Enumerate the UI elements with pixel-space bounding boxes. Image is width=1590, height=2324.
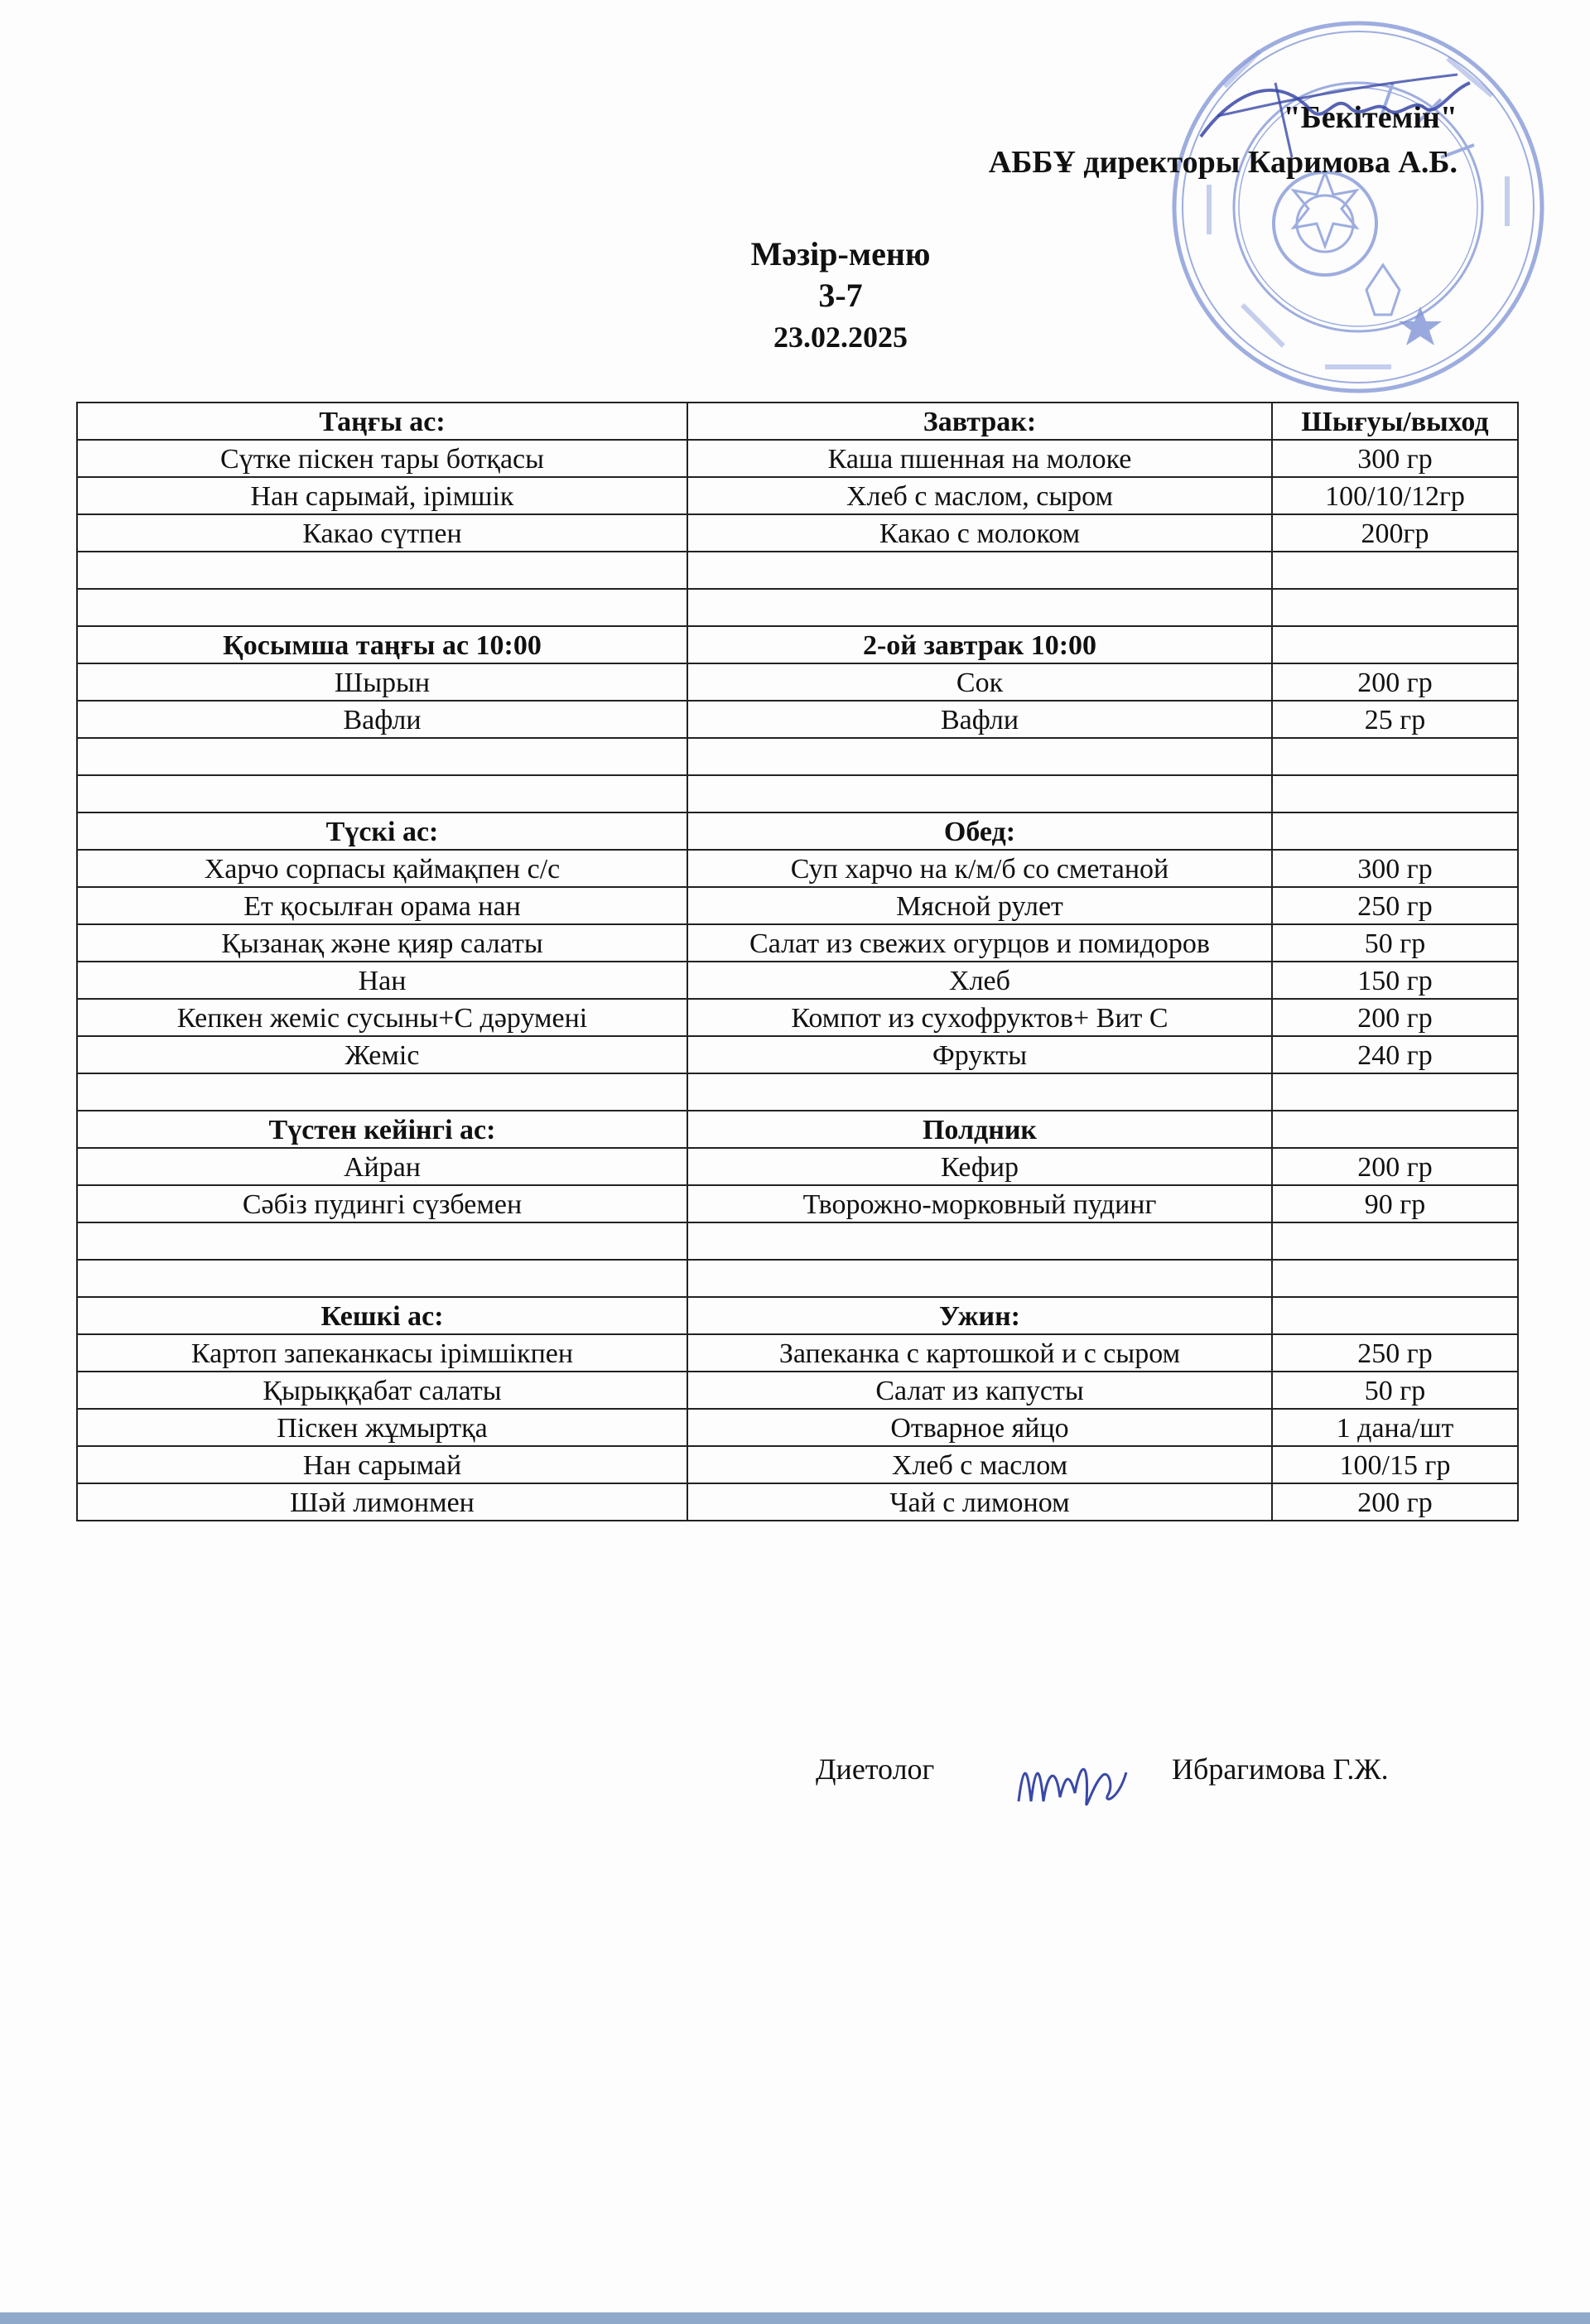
cell-russian: [687, 738, 1272, 775]
cell-portion: 240 гр: [1272, 1036, 1518, 1073]
signature-icon: [1184, 58, 1482, 174]
table-row: [77, 924, 1518, 962]
cell-portion: [1272, 738, 1518, 775]
signature-icon: [1010, 1743, 1135, 1818]
cell-russian: Компот из сухофруктов+ Вит С: [687, 999, 1272, 1036]
cell-portion: [1272, 552, 1518, 589]
table-row: [77, 962, 1518, 999]
table-row: [77, 663, 1518, 701]
cell-russian: [687, 589, 1272, 626]
table-row: [77, 701, 1518, 738]
cell-russian: [687, 1073, 1272, 1111]
cell-russian: Чай с лимоном: [687, 1483, 1272, 1521]
table-row: [77, 552, 1518, 589]
cell-kazakh: Шырын: [77, 663, 687, 701]
cell-portion: [1272, 1297, 1518, 1334]
cell-kazakh: Нан сарымай: [77, 1446, 687, 1483]
menu-table: [76, 402, 1519, 1521]
meal-header-row: [77, 812, 1518, 850]
cell-portion: 150 гр: [1272, 962, 1518, 999]
cell-russian: Какао с молоком: [687, 514, 1272, 552]
cell-russian: Полдник: [687, 1111, 1272, 1148]
cell-russian: Фрукты: [687, 1036, 1272, 1073]
meal-header-row: [77, 403, 1518, 440]
cell-russian: Хлеб с маслом, сыром: [687, 477, 1272, 514]
cell-kazakh: Кепкен жеміс сусыны+С дәрумені: [77, 999, 687, 1036]
table-row: [77, 1260, 1518, 1297]
dietitian-role: Диетолог: [816, 1753, 935, 1786]
table-row: [77, 1185, 1518, 1222]
cell-kazakh: Түстен кейінгі ас:: [77, 1111, 687, 1148]
cell-kazakh: Сүтке піскен тары ботқасы: [77, 440, 687, 477]
cell-russian: Хлеб: [687, 962, 1272, 999]
table-row: [77, 1036, 1518, 1073]
cell-kazakh: Қосымша таңғы ас 10:00: [77, 626, 687, 663]
cell-russian: Салат из свежих огурцов и помидоров: [687, 924, 1272, 962]
cell-portion: 250 гр: [1272, 1334, 1518, 1372]
cell-portion: 1 дана/шт: [1272, 1409, 1518, 1446]
cell-kazakh: [77, 1073, 687, 1111]
cell-russian: Хлеб с маслом: [687, 1446, 1272, 1483]
table-row: [77, 1372, 1518, 1409]
meal-header-row: [77, 1111, 1518, 1148]
meal-header-row: [77, 626, 1518, 663]
cell-portion: 200 гр: [1272, 1483, 1518, 1521]
table-row: [77, 1148, 1518, 1185]
cell-russian: 2-ой завтрак 10:00: [687, 626, 1272, 663]
cell-portion: [1272, 1260, 1518, 1297]
table-row: [77, 477, 1518, 514]
cell-portion: [1272, 1073, 1518, 1111]
cell-portion: 300 гр: [1272, 850, 1518, 887]
cell-kazakh: Картоп запеканкасы ірімшікпен: [77, 1334, 687, 1372]
approval-director: АББҰ директоры Каримова А.Б.: [988, 145, 1458, 180]
cell-kazakh: [77, 775, 687, 812]
cell-kazakh: Какао сүтпен: [77, 514, 687, 552]
cell-portion: 300 гр: [1272, 440, 1518, 477]
table-row: [77, 1222, 1518, 1260]
cell-kazakh: Айран: [77, 1148, 687, 1185]
approval-heading: "Бекітемін": [1283, 100, 1458, 135]
cell-kazakh: Харчо сорпасы қаймақпен с/с: [77, 850, 687, 887]
cell-portion: [1272, 775, 1518, 812]
cell-kazakh: Ет қосылған орама нан: [77, 887, 687, 924]
cell-portion: 50 гр: [1272, 1372, 1518, 1409]
cell-russian: Завтрак:: [687, 403, 1272, 440]
cell-portion: 50 гр: [1272, 924, 1518, 962]
cell-kazakh: Вафли: [77, 701, 687, 738]
scan-edge-band: [0, 2312, 1590, 2324]
cell-kazakh: Кешкі ас:: [77, 1297, 687, 1334]
cell-kazakh: [77, 1222, 687, 1260]
cell-portion: 90 гр: [1272, 1185, 1518, 1222]
cell-russian: Обед:: [687, 812, 1272, 850]
cell-kazakh: Нан сарымай, ірімшік: [77, 477, 687, 514]
cell-portion: 100/10/12гр: [1272, 477, 1518, 514]
cell-russian: Творожно-морковный пудинг: [687, 1185, 1272, 1222]
cell-kazakh: Сәбіз пудингі сүзбемен: [77, 1185, 687, 1222]
cell-russian: Ужин:: [687, 1297, 1272, 1334]
table-row: [77, 1483, 1518, 1521]
age-group: 3-7: [818, 277, 863, 314]
cell-kazakh: [77, 552, 687, 589]
cell-portion: [1272, 812, 1518, 850]
cell-kazakh: [77, 738, 687, 775]
cell-portion: [1272, 626, 1518, 663]
table-row: [77, 1073, 1518, 1111]
table-row: [77, 999, 1518, 1036]
table-row: [77, 738, 1518, 775]
table-row: [77, 887, 1518, 924]
cell-portion: [1272, 589, 1518, 626]
cell-portion: 200 гр: [1272, 1148, 1518, 1185]
cell-russian: Вафли: [687, 701, 1272, 738]
cell-portion: [1272, 1222, 1518, 1260]
table-row: [77, 1334, 1518, 1372]
menu-date: 23.02.2025: [773, 321, 908, 354]
cell-russian: Салат из капусты: [687, 1372, 1272, 1409]
cell-portion: 100/15 гр: [1272, 1446, 1518, 1483]
cell-portion: 25 гр: [1272, 701, 1518, 738]
cell-kazakh: [77, 589, 687, 626]
cell-russian: [687, 1260, 1272, 1297]
cell-portion: [1272, 1111, 1518, 1148]
table-row: [77, 514, 1518, 552]
table-row: [77, 440, 1518, 477]
cell-kazakh: Жеміс: [77, 1036, 687, 1073]
cell-portion: 200 гр: [1272, 663, 1518, 701]
cell-portion: 200 гр: [1272, 999, 1518, 1036]
cell-russian: Запеканка с картошкой и с сыром: [687, 1334, 1272, 1372]
page-title: Мәзір-меню: [750, 235, 931, 272]
cell-russian: [687, 552, 1272, 589]
table-row: [77, 1446, 1518, 1483]
cell-portion: 200гр: [1272, 514, 1518, 552]
table-row: [77, 775, 1518, 812]
cell-russian: [687, 1222, 1272, 1260]
cell-russian: Кефир: [687, 1148, 1272, 1185]
cell-portion: Шығуы/выход: [1272, 403, 1518, 440]
cell-russian: Сок: [687, 663, 1272, 701]
cell-kazakh: Піскен жұмыртқа: [77, 1409, 687, 1446]
cell-portion: 250 гр: [1272, 887, 1518, 924]
cell-kazakh: Шәй лимонмен: [77, 1483, 687, 1521]
cell-kazakh: Қырыққабат салаты: [77, 1372, 687, 1409]
cell-kazakh: Түскі ас:: [77, 812, 687, 850]
cell-russian: [687, 775, 1272, 812]
cell-russian: Каша пшенная на молоке: [687, 440, 1272, 477]
cell-kazakh: Қызанақ және қияр салаты: [77, 924, 687, 962]
meal-header-row: [77, 1297, 1518, 1334]
cell-russian: Суп харчо на к/м/б со сметаной: [687, 850, 1272, 887]
cell-kazakh: [77, 1260, 687, 1297]
cell-kazakh: Нан: [77, 962, 687, 999]
cell-russian: Мясной рулет: [687, 887, 1272, 924]
table-row: [77, 589, 1518, 626]
table-row: [77, 1409, 1518, 1446]
dietitian-name: Ибрагимова Г.Ж.: [1172, 1753, 1389, 1786]
table-row: [77, 850, 1518, 887]
menu-table-body: [77, 403, 1518, 1521]
cell-kazakh: Таңғы ас:: [77, 403, 687, 440]
footer: [0, 1743, 1590, 1818]
cell-russian: Отварное яйцо: [687, 1409, 1272, 1446]
